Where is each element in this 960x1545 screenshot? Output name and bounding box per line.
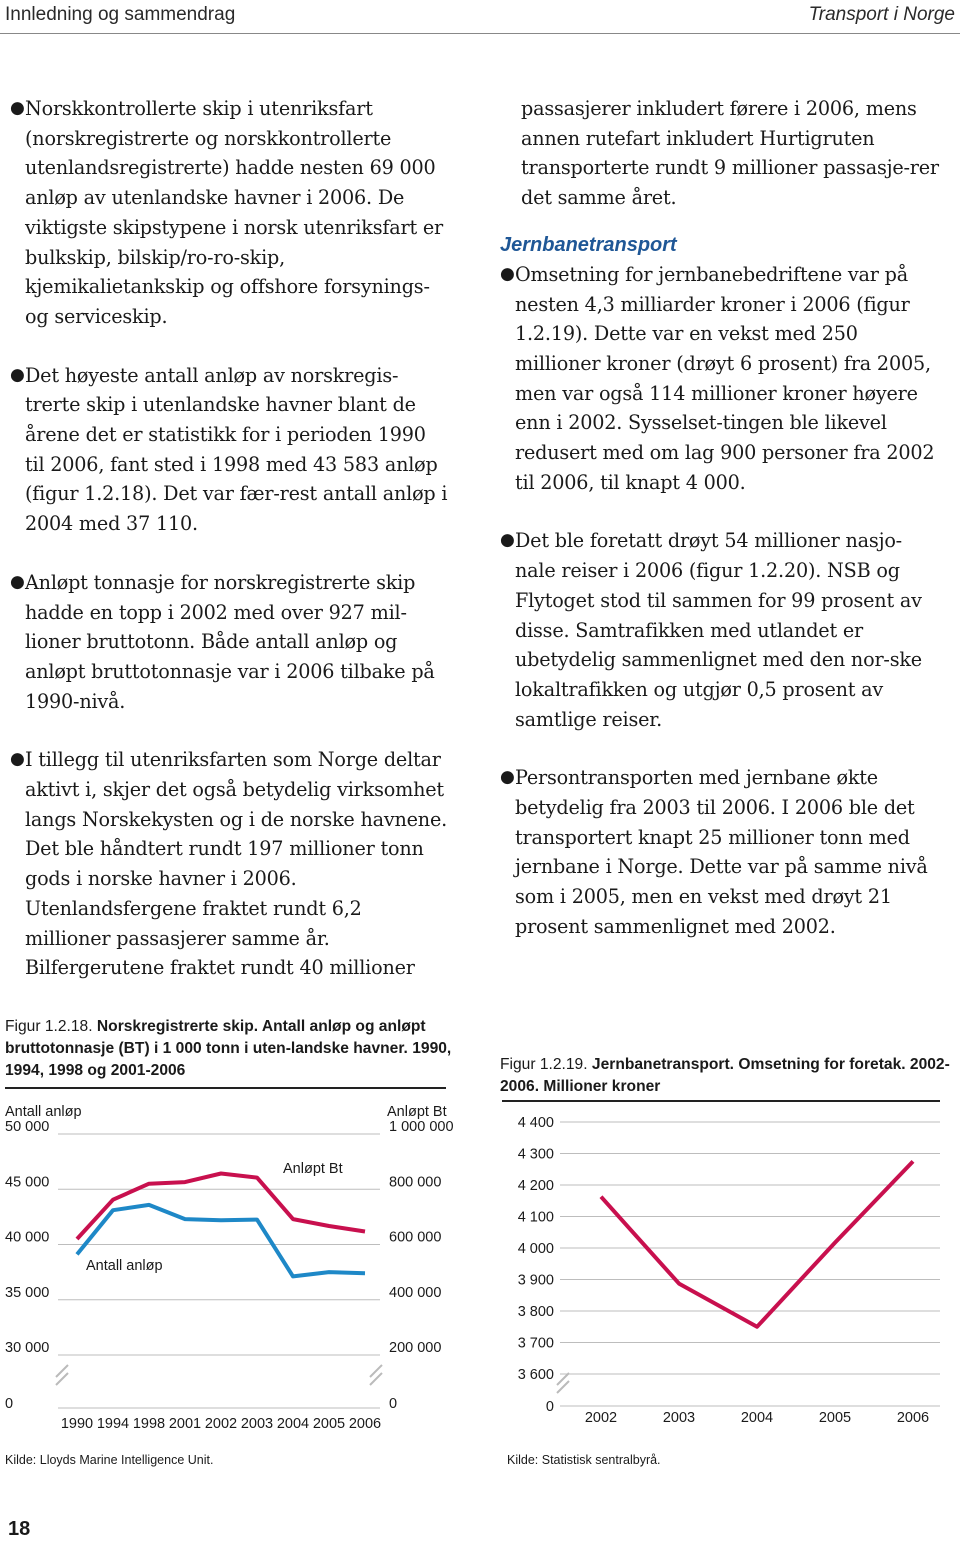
paragraph xyxy=(500,94,940,213)
y-tick-label: 4 000 xyxy=(517,1241,554,1257)
figure-number: Figur 1.2.18. xyxy=(5,1018,93,1035)
paragraph-text: I tillegg til utenriksfarten som Norge deltar aktivt i, skjer det også betydelig virksomhet langs Norskekysten og i de norske havnene. Det ble håndtert rundt 197 millioner tonn gods i norske havner i 2006. Utenlandsfergene fraktet rundt 6,2 millioner passasjerer samme år. Bilfergerutene fraktet rundt 40 millioner xyxy=(25,748,448,980)
right-tick-label: 1 000 000 xyxy=(389,1119,454,1135)
y-tick-label: 3 700 xyxy=(517,1335,554,1352)
paragraph-text: Anløpt tonnasje for norskregistrerte skip hadde en topp i 2002 med over 927 mil-lioner bruttotonn. Både antall anløp og anløpt bruttotonnasje var i 2006 tilbake på 1990-nivå. xyxy=(25,570,435,713)
paragraph-text: Det høyeste antall anløp av norskregis-trerte skip i utenlandske havner blant de årene det er statistikk for i perioden 1990 til 2006, fant sted i 1998 med 43 583 anløp (figur 1.2.18). Det var fær-rest antall anløp i 2004 med 37 110. xyxy=(25,363,448,536)
y-tick-label: 4 200 xyxy=(517,1178,554,1194)
publication-title: Transport i Norge xyxy=(808,4,955,25)
paragraph-text: Norskkontrollerte skip i utenriksfart (norskregistrerte og norskkontrollerte utenlandsregistrerte) hadde nesten 69 000 anløp av utenlandske havner i 2006. De viktigste skipstypene i norsk utenriksfart er bulkskip, bilskip/ro-ro-skip, kjemikalietankskip og offshore forsynings- og serviceskip. xyxy=(25,97,443,328)
bullet-icon: ● xyxy=(500,263,515,284)
bullet-icon: ● xyxy=(10,749,25,770)
paragraph-text: Persontransporten med jernbane økte betydelig fra 2003 til 2006. I 2006 ble det transportert knapt 25 millioner tonn med jernbane i Norge. Dette var på samme nivå som i 2005, men en vekst med drøyt 21 prosent sammenlignet med 2002. xyxy=(515,766,928,938)
left-tick-label: 0 xyxy=(5,1396,14,1412)
series-line-anlopt-bt xyxy=(77,1174,365,1240)
x-tick-label: 2002 xyxy=(584,1410,618,1426)
x-tick-label: 2004 xyxy=(276,1416,310,1432)
left-tick-label: 30 000 xyxy=(5,1340,50,1356)
bullet-icon: ● xyxy=(10,98,25,118)
paragraph xyxy=(10,745,450,983)
x-tick-label: 2005 xyxy=(818,1410,852,1426)
figure-title: Norskregistrerte skip. Antall anløp og anløpt bruttotonnasje (BT) i 1 000 tonn i uten-landske havner. 1990, 1994, 1998 og 2001-2006 xyxy=(5,1018,452,1079)
paragraph-text: Det ble foretatt drøyt 54 millioner nasjo-nale reiser i 2006 (figur 1.2.20). NSB og Flytoget stod til sammen for 99 prosent av disse. Samtrafikken med utlandet er ubetydelig sammenlignet med den nor-ske lokaltrafikken og utgjør 0,5 prosent av samtlige reiser. xyxy=(515,529,922,731)
paragraph xyxy=(10,361,450,539)
series-label: Antall anløp xyxy=(86,1258,163,1274)
paragraph xyxy=(10,94,450,332)
figure-19-chart xyxy=(495,1105,960,1440)
x-tick-label: 2001 xyxy=(168,1416,202,1432)
left-axis-title: Antall anløp xyxy=(5,1104,82,1120)
x-tick-label: 2006 xyxy=(896,1410,930,1426)
x-tick-label: 2003 xyxy=(240,1416,274,1432)
y-tick-label: 4 100 xyxy=(517,1209,554,1226)
bullet-icon: ● xyxy=(10,571,25,592)
bullet-icon: ● xyxy=(10,364,25,385)
right-tick-label: 0 xyxy=(389,1396,398,1412)
figure-18-source: Kilde: Lloyds Marine Intelligence Unit. xyxy=(5,1453,214,1467)
figure-number: Figur 1.2.19. xyxy=(500,1056,588,1073)
figure-18-chart xyxy=(0,1095,470,1440)
right-column xyxy=(500,94,940,971)
caption-rule xyxy=(5,1087,446,1089)
left-tick-label: 45 000 xyxy=(5,1174,50,1191)
paragraph-text: Omsetning for jernbanebedriftene var på nesten 4,3 milliarder kroner i 2006 (figur 1.2.19). Dette var en vekst med 250 millioner kroner (drøyt 6 prosent) fra 2005, men var også 114 millioner kroner høyere enn i 2002. Sysselset-tingen ble likevel redusert med om lag 900 personer fra 2002 til 2006, til knapt 4 000. xyxy=(515,262,935,494)
paragraph xyxy=(500,526,940,734)
x-tick-label: 1994 xyxy=(96,1416,130,1432)
right-tick-label: 800 000 xyxy=(389,1174,442,1191)
right-tick-label: 600 000 xyxy=(389,1229,442,1246)
y-tick-label: 3 800 xyxy=(517,1304,554,1320)
right-axis-title: Anløpt Bt xyxy=(387,1104,447,1120)
x-tick-label: 2005 xyxy=(312,1416,346,1432)
y-tick-label: 4 400 xyxy=(517,1115,554,1131)
right-tick-label: 400 000 xyxy=(389,1284,442,1301)
series-label: Anløpt Bt xyxy=(283,1161,343,1177)
left-column xyxy=(10,94,450,1012)
left-tick-label: 50 000 xyxy=(5,1119,50,1135)
header-rule xyxy=(0,33,960,34)
x-tick-label: 2002 xyxy=(204,1416,238,1432)
figure-19-caption xyxy=(500,1054,950,1098)
right-tick-label: 200 000 xyxy=(389,1340,442,1356)
x-tick-label: 1998 xyxy=(132,1416,166,1432)
bullet-icon: ● xyxy=(500,530,515,551)
y-tick-label: 4 300 xyxy=(517,1146,554,1163)
x-tick-label: 2006 xyxy=(348,1416,382,1432)
paragraph-text: passasjerer inkludert førere i 2006, mens annen rutefart inkludert Hurtigruten transporterte rundt 9 millioner passasje-rer det samme året. xyxy=(521,97,939,210)
paragraph xyxy=(500,260,940,498)
figure-title: Jernbanetransport. Omsetning for foretak. 2002-2006. Millioner kroner xyxy=(500,1056,950,1095)
figure-19-source: Kilde: Statistisk sentralbyrå. xyxy=(507,1453,661,1467)
left-tick-label: 35 000 xyxy=(5,1284,50,1301)
left-tick-label: 40 000 xyxy=(5,1229,50,1246)
paragraph xyxy=(500,763,940,941)
figure-18-caption xyxy=(5,1016,455,1082)
y-tick-label: 3 600 xyxy=(517,1367,554,1383)
series-line-omsetning xyxy=(601,1161,913,1326)
bullet-icon: ● xyxy=(500,767,515,788)
x-tick-label: 1990 xyxy=(60,1416,94,1432)
caption-rule xyxy=(502,1100,940,1102)
y-tick-label: 0 xyxy=(545,1399,554,1415)
paragraph xyxy=(10,568,450,717)
page-header xyxy=(0,0,960,34)
section-title: Innledning og sammendrag xyxy=(5,4,236,25)
x-tick-label: 2003 xyxy=(662,1410,696,1426)
x-tick-label: 2004 xyxy=(740,1410,774,1426)
y-tick-label: 3 900 xyxy=(517,1272,554,1289)
section-heading: Jernbanetransport xyxy=(500,233,677,256)
page-number: 18 xyxy=(8,1518,31,1540)
